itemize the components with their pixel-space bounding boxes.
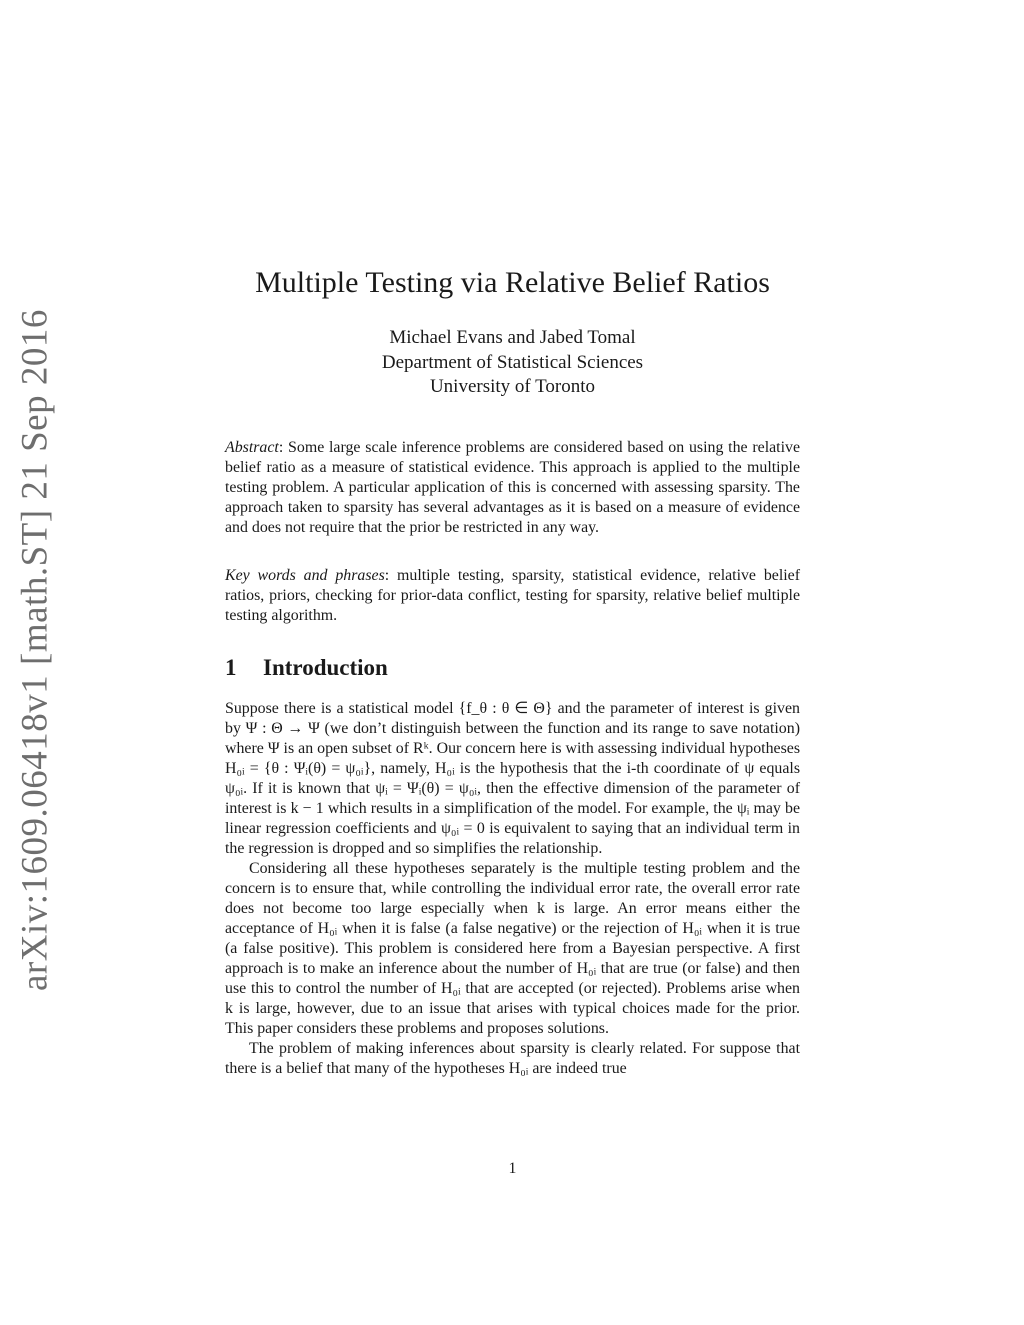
author-names: Michael Evans and Jabed Tomal [389,327,636,348]
author-block [225,326,800,400]
keywords [225,566,800,626]
intro-paragraph-2: Considering all these hypotheses separately is the multiple testing problem and the concern is to ensure that, while controlling the individual error rate, the overall error rate does not become too large especially when k is large. An error means either the acceptance of H₀ᵢ when it is false (a false negative) or the rejection of H₀ᵢ when it is true (a false positive). This problem is considered here from a Bayesian perspective. A first approach is to make an inference about the number of H₀ᵢ that are true (or false) and then use this to control the number of H₀ᵢ that are accepted (or rejected). Problems arise when k is large, however, due to an issue that arises with typical choices made for the prior. This paper considers these problems and proposes solutions. [225,860,800,1037]
section-heading [225,655,800,681]
paper-title: Multiple Testing via Relative Belief Ratios [255,266,770,299]
keywords-label: Key words and phrases [225,567,385,584]
author-university: University of Toronto [429,376,596,397]
abstract-text: : Some large scale inference problems are considered based on using the relative belief ratio as a measure of statistical evidence. This approach is applied to the multiple testing problem. A particular application of this is concerned with assessing sparsity. The approach taken to sparsity has several advantages as it is based on a measure of evidence and does not require that the prior be restricted in any way. [225,439,800,536]
arxiv-identifier-stamp: arXiv:1609.06418v1 [math.ST] 21 Sep 2016 [14,309,56,991]
introduction-body [225,699,800,1079]
abstract-label: Abstract [225,439,279,456]
intro-paragraph-1: Suppose there is a statistical model {f_θ : θ ∈ Θ} and the parameter of interest is given by Ψ : Θ → Ψ (we don’t distinguish between the function and its range to save notation) where Ψ is an open subset of Rᵏ. Our concern here is with assessing individual hypotheses H₀ᵢ = {θ : Ψᵢ(θ) = ψ₀ᵢ}, namely, H₀ᵢ is the hypothesis that the i-th coordinate of ψ equals ψ₀ᵢ. If it is known that ψᵢ = Ψᵢ(θ) = ψ₀ᵢ, then the effective dimension of the parameter of interest is k − 1 which results in a simplification of the model. For example, the ψᵢ may be linear regression coefficients and ψ₀ᵢ = 0 is equivalent to saying that an individual term in the regression is dropped and so simplifies the relationship. [225,700,800,857]
intro-paragraph-3: The problem of making inferences about sparsity is clearly related. For suppose that there is a belief that many of the hypotheses H₀ᵢ are indeed true [225,1040,800,1077]
page-number: 1 [508,1160,517,1177]
author-department: Department of Statistical Sciences [381,351,644,373]
section-title: Introduction [263,655,388,680]
abstract [225,438,800,538]
keywords-text: : multiple testing, sparsity, statistical evidence, relative belief ratios, priors, checking for prior-data conflict, testing for sparsity, relative belief multiple testing algorithm. [225,567,800,624]
section-number: 1 [225,655,237,680]
